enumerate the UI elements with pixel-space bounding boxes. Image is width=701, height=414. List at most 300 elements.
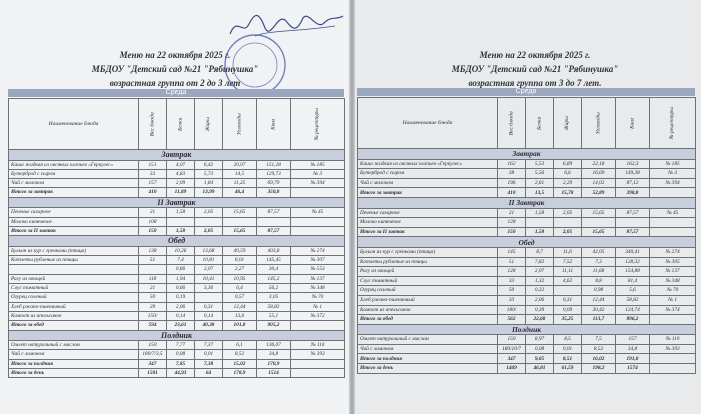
dish-name-cell: Соус томатный: [9, 284, 139, 293]
nutrient-cell: 2,05: [554, 208, 582, 218]
nutrient-cell: № 553: [291, 265, 345, 274]
right-org-name: МБДОУ "Детский сад №21 "Рябинушка": [451, 64, 619, 74]
nutrient-cell: № 3: [291, 169, 345, 178]
nutrient-cell: 129,73: [257, 169, 291, 178]
total-value-cell: 562: [498, 315, 526, 325]
nutrient-cell: 51: [498, 257, 526, 267]
dish-name-cell: Котлеты рубленые из птицы: [9, 256, 139, 265]
nutrient-cell: 2,29: [554, 178, 582, 188]
nutrient-cell: № 137: [291, 274, 345, 283]
dish-name-cell: Компот из апельсинов: [358, 305, 498, 315]
nutrient-cell: № 394: [650, 178, 696, 188]
nutrient-cell: 33: [498, 276, 526, 286]
nutrient-cell: № 45: [291, 208, 345, 217]
table-row: [358, 276, 696, 286]
dish-name-cell: Рагу из овощей: [9, 274, 139, 283]
left-header-cell: [167, 99, 195, 150]
nutrient-cell: № 185: [291, 160, 345, 169]
nutrient-cell: 0,14: [195, 311, 223, 320]
table-row: [9, 274, 345, 283]
nutrient-cell: 13,68: [195, 246, 223, 255]
left-section-total-row: [9, 226, 345, 235]
nutrient-cell: 0,57: [223, 293, 257, 302]
total-value-cell: [650, 354, 696, 364]
day-total-value: 178,9: [223, 369, 257, 378]
dish-name-cell: [9, 265, 139, 274]
day-total-value: [291, 369, 345, 378]
nutrient-cell: 4,62: [554, 276, 582, 286]
nutrient-cell: 0,66: [167, 284, 195, 293]
left-header-cell: [195, 99, 223, 150]
nutrient-cell: 55,1: [257, 311, 291, 320]
total-value-cell: [291, 321, 345, 330]
nutrient-cell: 150: [139, 341, 167, 350]
dish-name-cell: Огурец соленый: [358, 286, 498, 296]
right-section-title: Обед: [358, 237, 696, 248]
nutrient-cell: 0,14: [167, 311, 195, 320]
nutrient-cell: [257, 217, 291, 226]
total-label-cell: Итого за II завтак: [358, 227, 498, 237]
day-total-value: 44,93: [167, 369, 195, 378]
nutrient-cell: 11,6: [554, 247, 582, 257]
nutrient-cell: [167, 217, 195, 226]
right-header-cell: [498, 98, 526, 149]
left-header-cell: [291, 99, 345, 150]
dish-name-cell: Котлеты рубленые из птицы: [358, 257, 498, 267]
nutrient-cell: 87,12: [616, 178, 650, 188]
table-row: [358, 159, 696, 169]
left-section-title: II Завтрак: [9, 197, 345, 208]
right-menu-date: Меню на 22 октября 2025 г.: [479, 50, 591, 60]
total-value-cell: 15,65: [223, 226, 257, 235]
nutrient-cell: 0,08: [526, 344, 554, 354]
nutrient-cell: № 393: [291, 350, 345, 359]
nutrient-cell: 29: [139, 302, 167, 311]
dish-name-cell: Чай с молоком: [358, 178, 498, 188]
nutrient-cell: 0,01: [195, 350, 223, 359]
table-row: [358, 295, 696, 305]
total-value-cell: 40,38: [195, 321, 223, 330]
dish-name-cell: Бульон из кур с гренками (птица): [9, 246, 139, 255]
nutrient-cell: № 393: [650, 344, 696, 354]
nutrient-cell: № 137: [650, 267, 696, 277]
right-header-label: Ккал: [629, 117, 636, 129]
day-total-value: [650, 364, 696, 374]
nutrient-cell: № 110: [291, 341, 345, 350]
nutrient-cell: 0,09: [554, 305, 582, 315]
nutrient-cell: 7,4: [167, 256, 195, 265]
nutrient-cell: 8,8: [582, 276, 616, 286]
total-value-cell: [650, 315, 696, 325]
nutrient-cell: 2,61: [526, 178, 554, 188]
nutrient-cell: 69,79: [257, 179, 291, 188]
nutrient-cell: 12,44: [582, 295, 616, 305]
nutrient-cell: 1,84: [195, 179, 223, 188]
left-header-label: Белки: [177, 117, 184, 131]
total-label-cell: Итого за обед: [358, 315, 498, 325]
day-total-value: 61,59: [554, 364, 582, 374]
nutrient-cell: № 348: [291, 284, 345, 293]
left-header-cell: [139, 99, 167, 150]
table-row: [9, 217, 345, 226]
left-org-name: МБДОУ "Детский сад №21 "Рябинушка": [91, 64, 259, 74]
dish-name-cell: Омлет натуральный с маслом: [358, 335, 498, 345]
nutrient-cell: 5,56: [526, 169, 554, 179]
table-row: [358, 178, 696, 188]
table-row: [9, 169, 345, 178]
left-header-cell: [257, 99, 291, 150]
left-menu-date: Меню на 22 октября 2025 г.: [119, 50, 231, 60]
total-value-cell: 7,38: [195, 359, 223, 368]
nutrient-cell: 22,18: [582, 159, 616, 169]
table-row: [358, 286, 696, 296]
total-value-cell: 87,57: [616, 227, 650, 237]
right-header-label: Белки: [536, 116, 543, 130]
nutrient-cell: [650, 218, 696, 228]
right-section-total-row: [358, 315, 696, 325]
total-value-cell: 170,9: [257, 359, 291, 368]
nutrient-cell: 0,39: [526, 305, 554, 315]
nutrient-cell: 128: [498, 218, 526, 228]
nutrient-cell: 180/7/3,5: [139, 350, 167, 359]
nutrient-cell: 58,82: [616, 295, 650, 305]
right-section-title: Завтрак: [358, 149, 696, 160]
dish-name-cell: Печенье сахарное: [9, 208, 139, 217]
left-section-total-row: [9, 321, 345, 330]
total-value-cell: 11,89: [167, 188, 195, 197]
table-row: [9, 302, 345, 311]
total-value-cell: 1,58: [167, 226, 195, 235]
nutrient-cell: 162,3: [616, 159, 650, 169]
right-header-label: Углеводы: [595, 112, 602, 134]
nutrient-cell: 3,05: [257, 293, 291, 302]
table-row: [9, 208, 345, 217]
total-value-cell: [291, 226, 345, 235]
day-total-value: 1469: [498, 364, 526, 374]
nutrient-cell: 14,02: [582, 178, 616, 188]
nutrient-cell: 157: [139, 179, 167, 188]
nutrient-cell: 0,31: [195, 302, 223, 311]
table-row: [358, 344, 696, 354]
left-header-label: Ккал: [270, 118, 277, 130]
dish-name-cell: Бутерброд с сыром: [358, 169, 498, 179]
nutrient-cell: 8,52: [582, 344, 616, 354]
nutrient-cell: 81,4: [616, 276, 650, 286]
nutrient-cell: 151: [139, 160, 167, 169]
right-header-cell: [526, 98, 554, 149]
day-total-value: 1514: [257, 369, 291, 378]
table-row: [9, 160, 345, 169]
nutrient-cell: [291, 217, 345, 226]
nutrient-cell: [582, 218, 616, 228]
nutrient-cell: 0,19: [167, 293, 195, 302]
nutrient-cell: 403,8: [257, 246, 291, 255]
nutrient-cell: 50: [498, 286, 526, 296]
left-header-cell: Наименование блюда: [9, 99, 139, 150]
nutrient-cell: 49,59: [223, 246, 257, 255]
day-total-label: Итого за день: [9, 369, 139, 378]
nutrient-cell: 0,08: [167, 350, 195, 359]
right-section-row: [358, 149, 696, 160]
total-value-cell: 15,02: [223, 359, 257, 368]
total-value-cell: 22,68: [526, 315, 554, 325]
nutrient-cell: 8,7: [526, 247, 554, 257]
table-row: [9, 265, 345, 274]
total-value-cell: 410: [139, 188, 167, 197]
right-header-label: Вес блюда: [508, 111, 515, 135]
nutrient-cell: № 307: [291, 256, 345, 265]
right-section-row: [358, 324, 696, 335]
total-label-cell: Итого за II завтак: [9, 226, 139, 235]
nutrient-cell: 13,6: [223, 311, 257, 320]
dish-name-cell: Печенье сахарное: [358, 208, 498, 218]
table-row: [358, 247, 696, 257]
nutrient-cell: 11,25: [223, 179, 257, 188]
nutrient-cell: 51: [139, 256, 167, 265]
right-header-cell: [582, 98, 616, 149]
day-total-value: 46,81: [526, 364, 554, 374]
nutrient-cell: 7,3: [582, 257, 616, 267]
dish-name-cell: Хлеб ржано-пшеничный: [9, 302, 139, 311]
left-section-row: [9, 150, 345, 161]
nutrient-cell: № 1: [291, 302, 345, 311]
total-label-cell: Итого за завтрак: [9, 188, 139, 197]
nutrient-cell: 7,77: [167, 341, 195, 350]
nutrient-cell: № 372: [291, 311, 345, 320]
table-row: [358, 218, 696, 228]
total-value-cell: 410: [498, 188, 526, 198]
table-row: [9, 256, 345, 265]
total-label-cell: Итого за полдник: [9, 359, 139, 368]
table-row: [9, 284, 345, 293]
total-value-cell: 398,8: [616, 188, 650, 198]
total-value-cell: 35,25: [554, 315, 582, 325]
right-header-cell: [650, 98, 696, 149]
right-header-cell: [616, 98, 650, 149]
nutrient-cell: 4,83: [167, 169, 195, 178]
nutrient-cell: 0,31: [554, 295, 582, 305]
nutrient-cell: 11,68: [582, 267, 616, 277]
nutrient-cell: № 305: [650, 257, 696, 267]
right-age-group: возрастная группа от 3 до 7 лет.: [468, 78, 602, 88]
nutrient-cell: 124,74: [616, 305, 650, 315]
nutrient-cell: 10,41: [195, 274, 223, 283]
nutrient-cell: 149,38: [616, 169, 650, 179]
nutrient-cell: 145,45: [257, 256, 291, 265]
total-value-cell: 905,2: [257, 321, 291, 330]
nutrient-cell: 340,41: [616, 247, 650, 257]
dish-name-cell: Молоко кипяченое: [9, 217, 139, 226]
nutrient-cell: 6,1: [223, 341, 257, 350]
nutrient-cell: 6,6: [554, 169, 582, 179]
dish-name-cell: Соус томатный: [358, 276, 498, 286]
nutrient-cell: 145,2: [257, 274, 291, 283]
nutrient-cell: 1,94: [167, 274, 195, 283]
nutrient-cell: 87,57: [616, 208, 650, 218]
table-row: [9, 179, 345, 188]
dish-name-cell: Бутерброд с сыром: [9, 169, 139, 178]
total-value-cell: 347: [498, 354, 526, 364]
nutrient-cell: 58,82: [257, 302, 291, 311]
nutrient-cell: 7,37: [195, 341, 223, 350]
nutrient-cell: 8,5: [554, 335, 582, 345]
nutrient-cell: 8,52: [223, 350, 257, 359]
nutrient-cell: 11,11: [554, 267, 582, 277]
total-value-cell: 13,5: [526, 188, 554, 198]
left-header-label: Жиры: [205, 116, 212, 132]
left-section-total-row: [9, 188, 345, 197]
total-value-cell: 191,8: [616, 354, 650, 364]
table-row: [358, 257, 696, 267]
nutrient-cell: 128: [498, 267, 526, 277]
dish-name-cell: Молоко кипяченое: [358, 218, 498, 228]
nutrient-cell: 87,57: [257, 208, 291, 217]
day-total-value: 198,2: [582, 364, 616, 374]
nutrient-cell: 6,42: [195, 160, 223, 169]
nutrient-cell: 10,81: [195, 256, 223, 265]
dish-name-cell: Хлеб ржано-пшеничный: [358, 295, 498, 305]
nutrient-cell: 20,07: [223, 160, 257, 169]
right-header-cell: [554, 98, 582, 149]
right-section-total-row: [358, 227, 696, 237]
nutrient-cell: 8,97: [526, 335, 554, 345]
table-row: [9, 350, 345, 359]
left-section-title: Завтрак: [9, 150, 345, 161]
total-value-cell: 13,99: [195, 188, 223, 197]
nutrient-cell: 10,26: [167, 246, 195, 255]
nutrient-cell: 7,5: [582, 335, 616, 345]
nutrient-cell: [526, 218, 554, 228]
left-menu-table: [8, 98, 345, 378]
nutrient-cell: 38: [498, 169, 526, 179]
table-row: [358, 169, 696, 179]
nutrient-cell: 196: [498, 178, 526, 188]
table-row: [9, 341, 345, 350]
table-row: [358, 208, 696, 218]
nutrient-cell: 33: [498, 295, 526, 305]
total-label-cell: Итого за завтрак: [358, 188, 498, 198]
nutrient-cell: 56,2: [257, 284, 291, 293]
right-day-bar: Среда: [357, 88, 695, 96]
nutrient-cell: 150: [498, 335, 526, 345]
left-header-cell: [223, 99, 257, 150]
day-total-value: 64: [195, 369, 223, 378]
left-section-row: [9, 236, 345, 247]
right-section-row: [358, 197, 696, 208]
total-value-cell: 2,05: [554, 227, 582, 237]
total-value-cell: 46,4: [223, 188, 257, 197]
right-section-row: [358, 237, 696, 248]
nutrient-cell: 7,82: [526, 257, 554, 267]
total-value-cell: 350,8: [257, 188, 291, 197]
right-section-total-row: [358, 354, 696, 364]
nutrient-cell: 10,95: [223, 274, 257, 283]
nutrient-cell: № 70: [291, 293, 345, 302]
nutrient-cell: 2,06: [167, 302, 195, 311]
total-value-cell: 15,65: [582, 227, 616, 237]
nutrient-cell: 2,07: [195, 265, 223, 274]
right-section-title: II Завтрак: [358, 197, 696, 208]
nutrient-cell: № 70: [650, 286, 696, 296]
dish-name-cell: Чай с лимоном: [9, 350, 139, 359]
total-value-cell: 16,02: [582, 354, 616, 364]
total-value-cell: 1,58: [526, 227, 554, 237]
nutrient-cell: 6,89: [554, 159, 582, 169]
left-day-total-row: [9, 369, 345, 378]
left-header-label: № рецептуры: [314, 107, 321, 141]
nutrient-cell: 2,09: [167, 179, 195, 188]
nutrient-cell: 2,05: [195, 208, 223, 217]
nutrient-cell: 30,4: [257, 265, 291, 274]
right-menu-table: [357, 97, 696, 374]
total-label-cell: Итого за обед: [9, 321, 139, 330]
nutrient-cell: 180/10/7: [498, 344, 526, 354]
nutrient-cell: 150/: [139, 311, 167, 320]
nutrient-cell: [223, 217, 257, 226]
total-value-cell: 347: [139, 359, 167, 368]
nutrient-cell: [616, 218, 650, 228]
nutrient-cell: 1,58: [167, 208, 195, 217]
nutrient-cell: 1,58: [526, 208, 554, 218]
nutrient-cell: 138: [139, 246, 167, 255]
nutrient-cell: № 374: [650, 305, 696, 315]
nutrient-cell: [554, 218, 582, 228]
nutrient-cell: 128,32: [616, 257, 650, 267]
nutrient-cell: № 1: [650, 295, 696, 305]
total-value-cell: 23,61: [167, 321, 195, 330]
nutrient-cell: № 274: [291, 246, 345, 255]
left-day-bar: Среда: [8, 89, 344, 97]
total-value-cell: [291, 359, 345, 368]
nutrient-cell: 42,05: [582, 247, 616, 257]
day-total-value: 1501: [139, 369, 167, 378]
total-value-cell: 87,57: [257, 226, 291, 235]
total-value-cell: 2,05: [195, 226, 223, 235]
page-gutter: [349, 0, 355, 414]
dish-name-cell: Рагу из овощей: [358, 267, 498, 277]
total-value-cell: 150: [498, 227, 526, 237]
left-age-group: возрастная группа от 2 до 3 лет: [109, 78, 241, 88]
nutrient-cell: 34,8: [257, 350, 291, 359]
total-value-cell: 113,7: [582, 315, 616, 325]
table-row: [9, 293, 345, 302]
dish-name-cell: Бульон из кур с гренками (птица): [358, 247, 498, 257]
nutrient-cell: 12,44: [223, 302, 257, 311]
total-value-cell: [291, 188, 345, 197]
nutrient-cell: № 348: [650, 276, 696, 286]
nutrient-cell: 21: [139, 284, 167, 293]
nutrient-cell: 145: [498, 247, 526, 257]
nutrient-cell: 5,53: [526, 159, 554, 169]
nutrient-cell: № 3: [650, 169, 696, 179]
left-header-row: [9, 99, 345, 150]
nutrient-cell: 1,32: [526, 276, 554, 286]
nutrient-cell: 16,69: [582, 169, 616, 179]
left-section-row: [9, 197, 345, 208]
nutrient-cell: 180/: [498, 305, 526, 315]
nutrient-cell: 6,4: [223, 284, 257, 293]
left-section-total-row: [9, 359, 345, 368]
nutrient-cell: 33: [139, 169, 167, 178]
nutrient-cell: [139, 265, 167, 274]
nutrient-cell: [554, 286, 582, 296]
nutrient-cell: [195, 217, 223, 226]
nutrient-cell: 108: [139, 217, 167, 226]
nutrient-cell: 5,73: [195, 169, 223, 178]
nutrient-cell: 2,27: [223, 265, 257, 274]
table-row: [9, 311, 345, 320]
nutrient-cell: 118: [139, 274, 167, 283]
